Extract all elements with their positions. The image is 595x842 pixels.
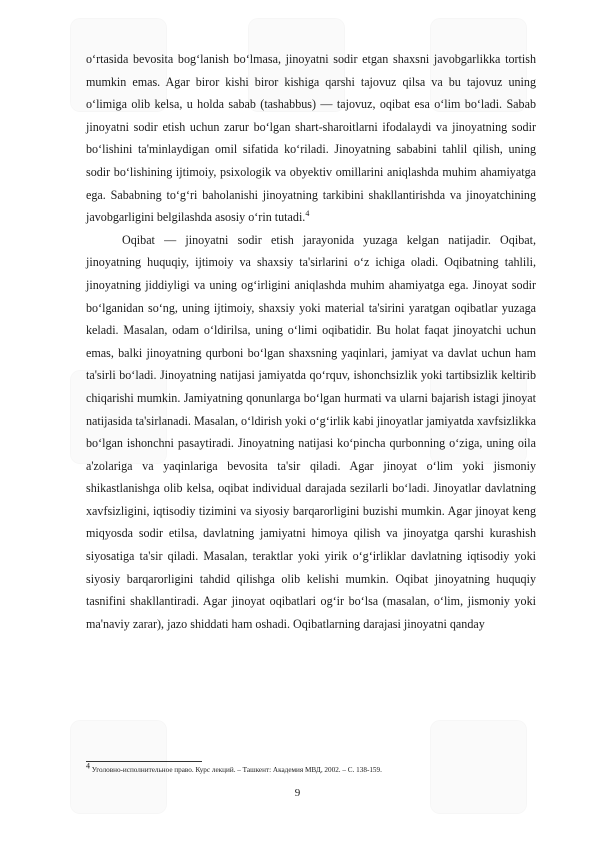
body-text: [86, 48, 536, 635]
footnote-divider: [86, 761, 202, 762]
footnote-reference[interactable]: 4: [305, 209, 310, 219]
footnote: [86, 761, 546, 775]
paragraph-1-text: o‘rtasida bevosita bog‘lanish bo‘lmasa, jinoyatni sodir etgan shaxsni javobgarlikka tortish mumkin emas. Agar biror kishi biror kishiga qarshi tajovuz qilsa va bu tajovuz uning o‘limiga olib kelsa, u holda sabab (tashabbus) — tajovuz, oqibat esa o‘lim bo‘ladi. Sabab jinoyatni sodir etish uchun zarur bo‘lgan shart-sharoitlarni ifodalaydi va jinoyatning sodir bo‘lishini ta'minlaydigan omil sifatida ko‘riladi. Jinoyatning sababini tahlil qilish, uning sodir bo‘lishining ijtimoiy, psixologik va obyektiv omillarini aniqlashda muhim ahamiyatga ega. Sababning to‘g‘ri baholanishi jinoyatning tarkibini shakllantirishda va jinoyatchining javobgarligini belgilashda asosiy o‘rin tutadi.: [86, 52, 536, 225]
paragraph-2: Oqibat — jinoyatni sodir etish jarayonida yuzaga kelgan natijadir. Oqibat, jinoyatning huquqiy, ijtimoiy va shaxsiy ta'sirlarini o‘z ichiga oladi. Oqibatning tahlili, jinoyatning jiddiyligi va uning og‘irligini aniqlashda muhim ahamiyatga ega. Jinoyat sodir bo‘lganidan so‘ng, uning ijtimoiy, shaxsiy yoki material ta'sirini yaratgan oqibatlar yuzaga keladi. Masalan, odam o‘ldirilsa, uning o‘limi oqibatidir. Bu holat faqat jinoyatchi uchun emas, balki jinoyatning qurboni bo‘lgan shaxsning yaqinlari, jamiyat va davlat uchun ham ta'sirli bo‘ladi. Jinoyatning natijasi jamiyatda qo‘rquv, ishonchsizlik yoki tartibsizlik keltirib chiqarishi mumkin. Jamiyatning qonunlarga bo‘lgan hurmati va ularni bajarish istagi jinoyat natijasida ta'sirlanadi. Masalan, o‘ldirish yoki o‘g‘irlik kabi jinoyatlar jamiyatda xavfsizlikka bo‘lgan ishonchni pasaytiradi. Jinoyatning natijasi ko‘pincha qurbonning o‘ziga, uning oila a'zolariga va yaqinlariga bevosita ta'sir qiladi. Agar jinoyat o‘lim yoki jismoniy shikastlanishga olib kelsa, oqibat individual darajada sezilarli bo‘ladi. Jinoyatlar davlatning xavfsizligini, iqtisodiy tizimini va siyosiy barqarorligini buzishi mumkin. Agar jinoyat keng miqyosda sodir etilsa, davlatning jamiyatni himoya qilish va jinoyatga qarshi kurashish siyosatiga ta'sir qiladi. Masalan, teraktlar yoki yirik o‘g‘irliklar davlatning iqtisodiy yoki siyosiy barqarorligini tahdid qilishga olib kelishi mumkin. Oqibat jinoyatning huquqiy tasnifini shakllantiradi. Agar jinoyat oqibatlari og‘ir bo‘lsa (masalan, o‘lim, jismoniy yoki ma'naviy zarar), jazo shiddati ham oshadi. Oqibatlarning darajasi jinoyatni qanday: [86, 232, 536, 631]
footnote-number: 4: [86, 761, 90, 771]
footnote-text: Уголовно-исполнительное право. Курс лекций. – Ташкент: Академия МВД, 2002. – С. 138-159.: [91, 766, 382, 774]
paragraph-1: [86, 48, 536, 229]
page-number: 9: [294, 787, 301, 799]
